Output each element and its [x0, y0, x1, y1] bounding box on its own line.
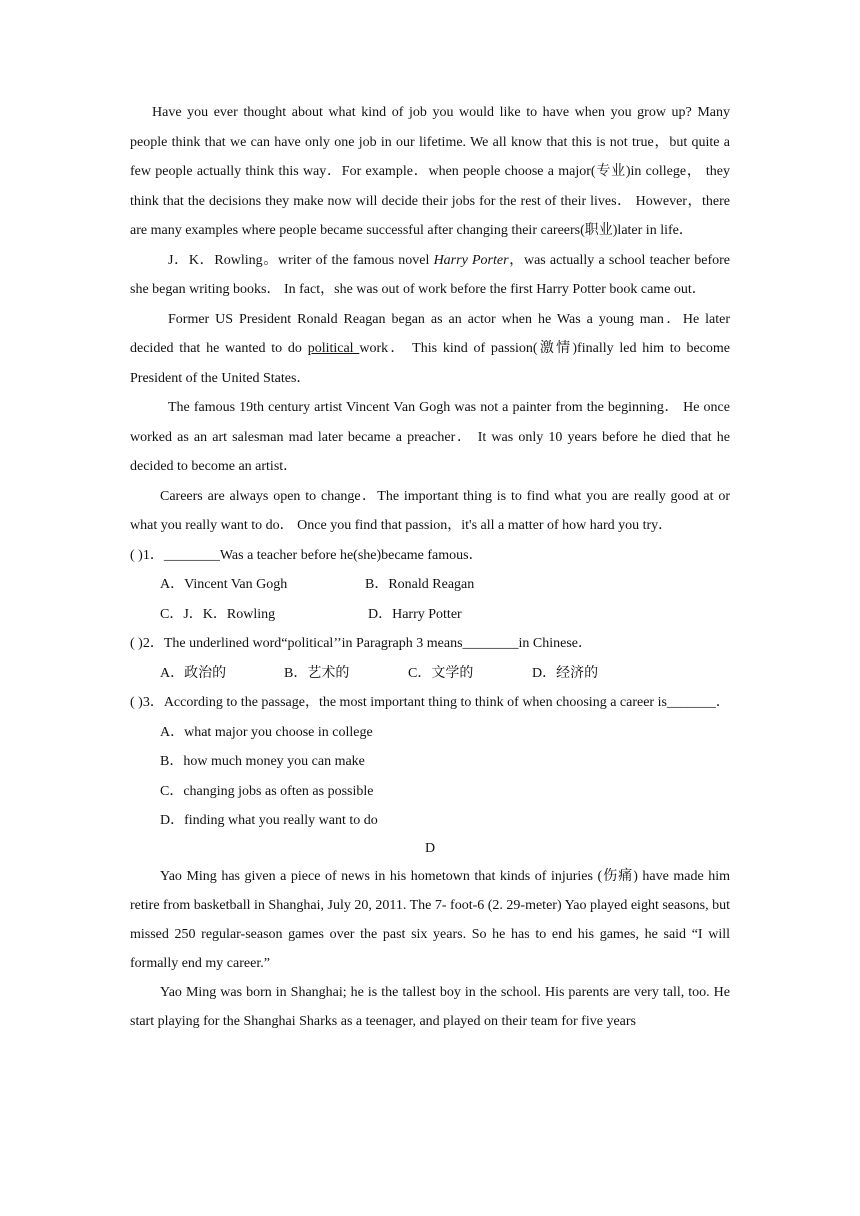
paragraph-3-text-start: Former US President Ronald Reagan began as an actor when he Was a young man．He later decided that he wanted to do	[130, 311, 730, 356]
question-2-option-d: D．经济的	[532, 665, 599, 681]
passage-d-paragraph-1: Yao Ming has given a piece of news in his hometown that kinds of injuries (伤痛) have made him retire from basketball in Shanghai, July 20, 2011. The 7- foot-6 (2. 29-meter) Yao played eight seasons, but missed 250 regular-season games over the past six years. So he has to end his games, he said “I will formally end my career.”	[130, 868, 730, 971]
passage-c-paragraph-3	[130, 305, 730, 394]
paragraph-2-text-end: ，was actually a school teacher before she began writing books． In fact，she was out of work before the first Harry Potter book came out．	[130, 252, 730, 297]
underlined-word: political	[307, 341, 360, 356]
passage-c-paragraph-1: Have you ever thought about what kind of job you would like to have when you grow up? Many people think that we can have only one job in our lifetime. We all know that this is not true，but quite a few people actually think this way．For example．when people choose a major(专业)in college， they think that the decisions they make now will decide their jobs for the rest of their lives． However，there are many examples where people became successful after changing their careers(职业)later in life．	[130, 105, 730, 238]
question-2-stem: ( )2．The underlined word“political’’in Paragraph 3 means________in Chinese．	[130, 636, 593, 651]
question-1-options-row-2	[130, 600, 730, 630]
question-3-option-d: D．finding what you really want to do	[160, 813, 378, 828]
question-1-option-c: C．J．K．Rowling	[160, 606, 276, 622]
question-2-option-a: A．政治的	[160, 665, 227, 681]
question-2-option-b: B．艺术的	[284, 665, 350, 681]
question-3-option-b: B．how much money you can make	[160, 754, 365, 769]
question-1-option-b: B．Ronald Reagan	[365, 577, 475, 592]
paragraph-3-text-end: work． This kind of passion(激情)finally led him to become President of the United States．	[130, 341, 730, 386]
section-d-heading: D	[424, 840, 436, 856]
novel-title: Harry Porter	[433, 252, 509, 268]
passage-c-paragraph-2	[130, 246, 730, 305]
question-1-options-row-1	[130, 570, 730, 600]
question-1-stem: ( )1．________Was a teacher before he(she)became famous．	[130, 547, 483, 563]
question-3-option-c: C．changing jobs as often as possible	[160, 783, 374, 799]
question-3-stem: ( )3．According to the passage，the most important thing to think of when choosing a career is_______．	[130, 695, 730, 710]
passage-d-paragraph-2: Yao Ming was born in Shanghai; he is the tallest boy in the school. His parents are very tall, too. He start playing for the Shanghai Sharks as a teenager, and played on their team for five years	[130, 984, 730, 1029]
paragraph-2-text-start: J．K．Rowling。writer of the famous novel	[168, 252, 434, 268]
passage-c-paragraph-4: The famous 19th century artist Vincent Van Gogh was not a painter from the beginning． He once worked as an art salesman mad later became a preacher． It was only 10 years before he died that he decided to become an artist．	[130, 400, 730, 474]
question-1-option-a: A．Vincent Van Gogh	[160, 577, 288, 592]
question-2-option-c: C．文学的	[408, 665, 474, 681]
question-1-option-d: D．Harry Potter	[368, 606, 462, 622]
passage-c-paragraph-5: Careers are always open to change．The important thing is to find what you are really good at or what you really want to do． Once you find that passion，it's all a matter of how hard you try．	[130, 488, 730, 533]
question-2-options-row	[130, 659, 730, 689]
document-page	[130, 98, 730, 1036]
question-3-option-a: A．what major you choose in college	[160, 724, 373, 740]
